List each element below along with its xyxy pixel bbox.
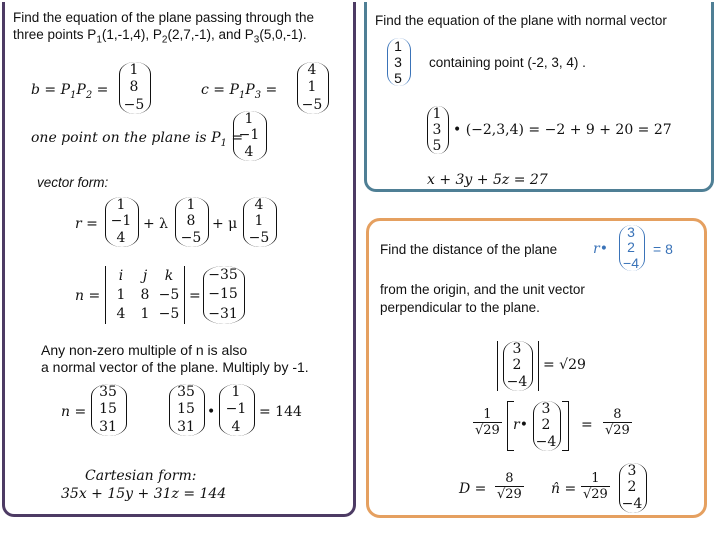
br-D-frac: $\frac{8}{√29}$ (497, 471, 522, 502)
cartesian-label: Cartesian form: (85, 468, 197, 484)
br-equals: = (581, 417, 593, 433)
dot-result: = 144 (259, 404, 302, 420)
br-line3: perpendicular to the plane. (380, 300, 540, 315)
bottom-right-panel (366, 218, 707, 518)
tr-prompt: Find the equation of the plane with normal vector (375, 13, 667, 28)
note-line2: a normal vector of the plane. Multiply by -1. (41, 359, 309, 375)
tr-dot-vector: 1 3 5 (432, 105, 442, 154)
n-result-vector: −35 −15 −31 (208, 267, 238, 322)
left-prompt-line1: Find the equation of the plane passing through the (13, 10, 314, 25)
top-right-panel (364, 2, 714, 192)
tr-dot-expression: • (−2,3,4) = −2 + 9 + 20 = 27 (453, 122, 672, 138)
vector-form-label: vector form: (37, 175, 109, 190)
br-r-dot: r• (513, 417, 528, 433)
br-line2: from the origin, and the unit vector (380, 282, 585, 297)
r-point-vector: 1 −1 4 (110, 196, 132, 247)
br-dot-vector: 3 2 −4 (535, 400, 557, 451)
br-D-label: D = (459, 481, 487, 497)
c-vector-label: $c = P_1P_3$ = (201, 82, 278, 101)
br-frac-left: $\frac{1}{√29}$ (475, 407, 500, 438)
n2-vector-symbol: n = (61, 404, 87, 420)
b-vector: 1 8 −5 (123, 62, 145, 113)
lambda-vector: 1 8 −5 (180, 196, 202, 247)
note-line1: Any non-zero multiple of n is also (41, 342, 248, 358)
br-mag-vector: 3 2 −4 (506, 340, 528, 391)
br-prompt: Find the distance of the plane (380, 242, 558, 257)
dot-vec1: 35 15 31 (177, 384, 195, 435)
one-point-label: one point on the plane is $P_1$ = (31, 130, 244, 149)
left-panel (2, 2, 356, 517)
br-nhat-frac: $\frac{1}{√29}$ (583, 471, 608, 502)
n2-vector: 35 15 31 (99, 384, 117, 435)
br-plane-vector: 3 2 −4 (623, 224, 639, 271)
tr-normal-vector: 1 3 5 (394, 37, 402, 86)
br-nhat-label: n̂ = (551, 481, 577, 497)
dot-vec2: 1 −1 4 (225, 384, 247, 435)
n-vector-symbol: n = (75, 288, 101, 304)
dot-operator: • (207, 404, 216, 420)
left-prompt-line2: three points $P_1(1,-1,4)$, $P_2(2,7,-1)$, and $P_3(5,0,-1)$. (13, 27, 307, 46)
lambda-symbol: + λ (143, 216, 169, 232)
br-frac-right: $\frac{8}{√29}$ (605, 407, 630, 438)
br-r-symbol: r• (593, 241, 608, 257)
c-vector: 4 1 −5 (301, 62, 323, 113)
n-determinant: i j k 1 8 −5 4 1 −5 (116, 267, 180, 323)
br-plane-eq: = 8 (653, 241, 673, 257)
b-vector-label: $b = P_1P_2$ = (31, 82, 109, 101)
r-vector-symbol: r = (75, 216, 98, 232)
br-mag-result: = √29 (543, 357, 586, 373)
mu-vector: 4 1 −5 (248, 196, 270, 247)
n-equals: = (189, 288, 201, 304)
one-point-vector: 1 −1 4 (238, 110, 260, 161)
mu-symbol: + μ (212, 216, 238, 232)
tr-result: x + 3y + 5z = 27 (427, 172, 548, 188)
cartesian-equation: 35x + 15y + 31z = 144 (61, 486, 227, 502)
br-nhat-vector: 3 2 −4 (621, 462, 643, 513)
tr-containing: containing point (-2, 3, 4) . (429, 55, 586, 70)
